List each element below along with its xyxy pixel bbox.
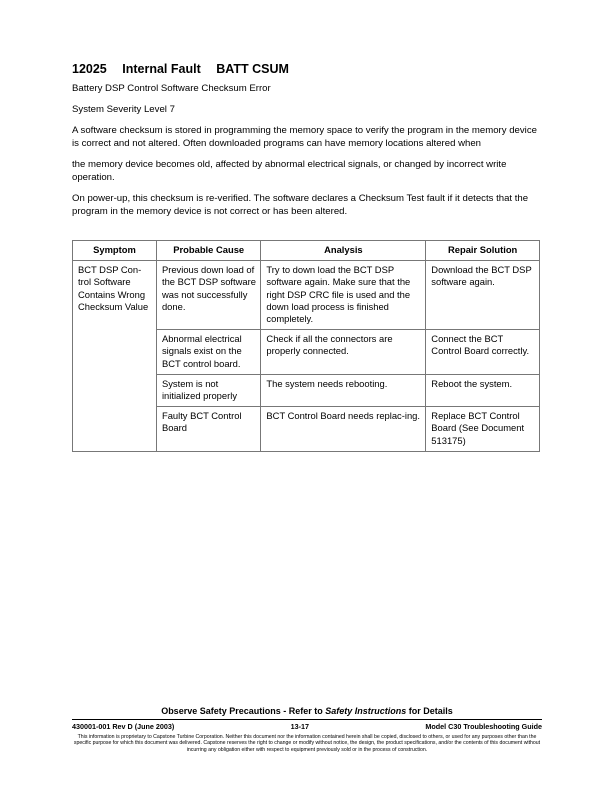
solution-cell: Reboot the system.: [426, 374, 540, 406]
severity-level: System Severity Level 7: [72, 104, 175, 115]
header-probable-cause: Probable Cause: [156, 241, 260, 261]
header-analysis: Analysis: [261, 241, 426, 261]
symptom-cell: BCT DSP Con-trol Software Contains Wrong Checksum Value: [73, 261, 157, 452]
fault-heading: [72, 62, 541, 76]
fault-subtitle: Battery DSP Control Software Checksum Error: [72, 83, 271, 94]
guide-title: Model C30 Troubleshooting Guide: [425, 722, 542, 731]
legal-notice: This information is proprietary to Capstone Turbine Corporation. Neither this document nor the information contained herein shall be copied, disclosed to others, or used for any purposes other than the specific purpose for which this document was delivered. Capstone reserves the right to change or modify without notice, the design, the product specifications, and/or the contents of this document without incurring any obligation either with respect to equipment previously sold or in the process of construction.: [73, 734, 541, 753]
solution-cell: Download the BCT DSP software again.: [426, 261, 540, 330]
analysis-cell: The system needs rebooting.: [261, 374, 426, 406]
page-number: 13-17: [290, 722, 310, 731]
table-header-row: [73, 241, 540, 261]
safety-suffix: for Details: [406, 706, 453, 716]
solution-cell: Replace BCT Control Board (See Document 513175): [426, 407, 540, 452]
fault-abbrev: BATT CSUM: [216, 62, 289, 76]
analysis-cell: Try to down load the BCT DSP software again. Make sure that the right DSP CRC file is used and the down load process is finished completely.: [261, 261, 426, 330]
cause-cell: Faulty BCT Control Board: [156, 407, 260, 452]
safety-instructions-ref: Safety Instructions: [325, 706, 407, 716]
cause-cell: System is not initialized properly: [156, 374, 260, 406]
header-repair-solution: Repair Solution: [426, 241, 540, 261]
cause-cell: Abnormal electrical signals exist on the BCT control board.: [156, 330, 260, 375]
safety-prefix: Observe Safety Precautions - Refer to: [161, 706, 326, 716]
page-content: [72, 62, 541, 452]
table-row: [73, 261, 540, 330]
cause-cell: Previous down load of the BCT DSP software was not successfully done.: [156, 261, 260, 330]
doc-number: 430001-001 Rev D (June 2003): [72, 722, 175, 731]
solution-cell: Connect the BCT Control Board correctly.: [426, 330, 540, 375]
safety-notice: [72, 706, 542, 716]
fault-name: Internal Fault: [122, 62, 201, 76]
paragraph-1: A software checksum is stored in programming the memory space to verify the program in the memory device is correct and not altered. Often downloaded programs can have memory locations altered when: [72, 125, 537, 149]
fault-code: 12025: [72, 62, 107, 76]
paragraph-3: On power-up, this checksum is re-verified. The software declares a Checksum Test fault if it detects that the program in the memory device is not correct or has been altered.: [72, 193, 529, 217]
header-symptom: Symptom: [73, 241, 157, 261]
troubleshooting-table: [72, 240, 540, 452]
analysis-cell: Check if all the connectors are properly connected.: [261, 330, 426, 375]
footer-row: [72, 722, 542, 731]
analysis-cell: BCT Control Board needs replac-ing.: [261, 407, 426, 452]
paragraph-2: the memory device becomes old, affected by abnormal electrical signals, or changed by incorrect write operation.: [72, 159, 507, 183]
footer-divider: [72, 719, 542, 720]
